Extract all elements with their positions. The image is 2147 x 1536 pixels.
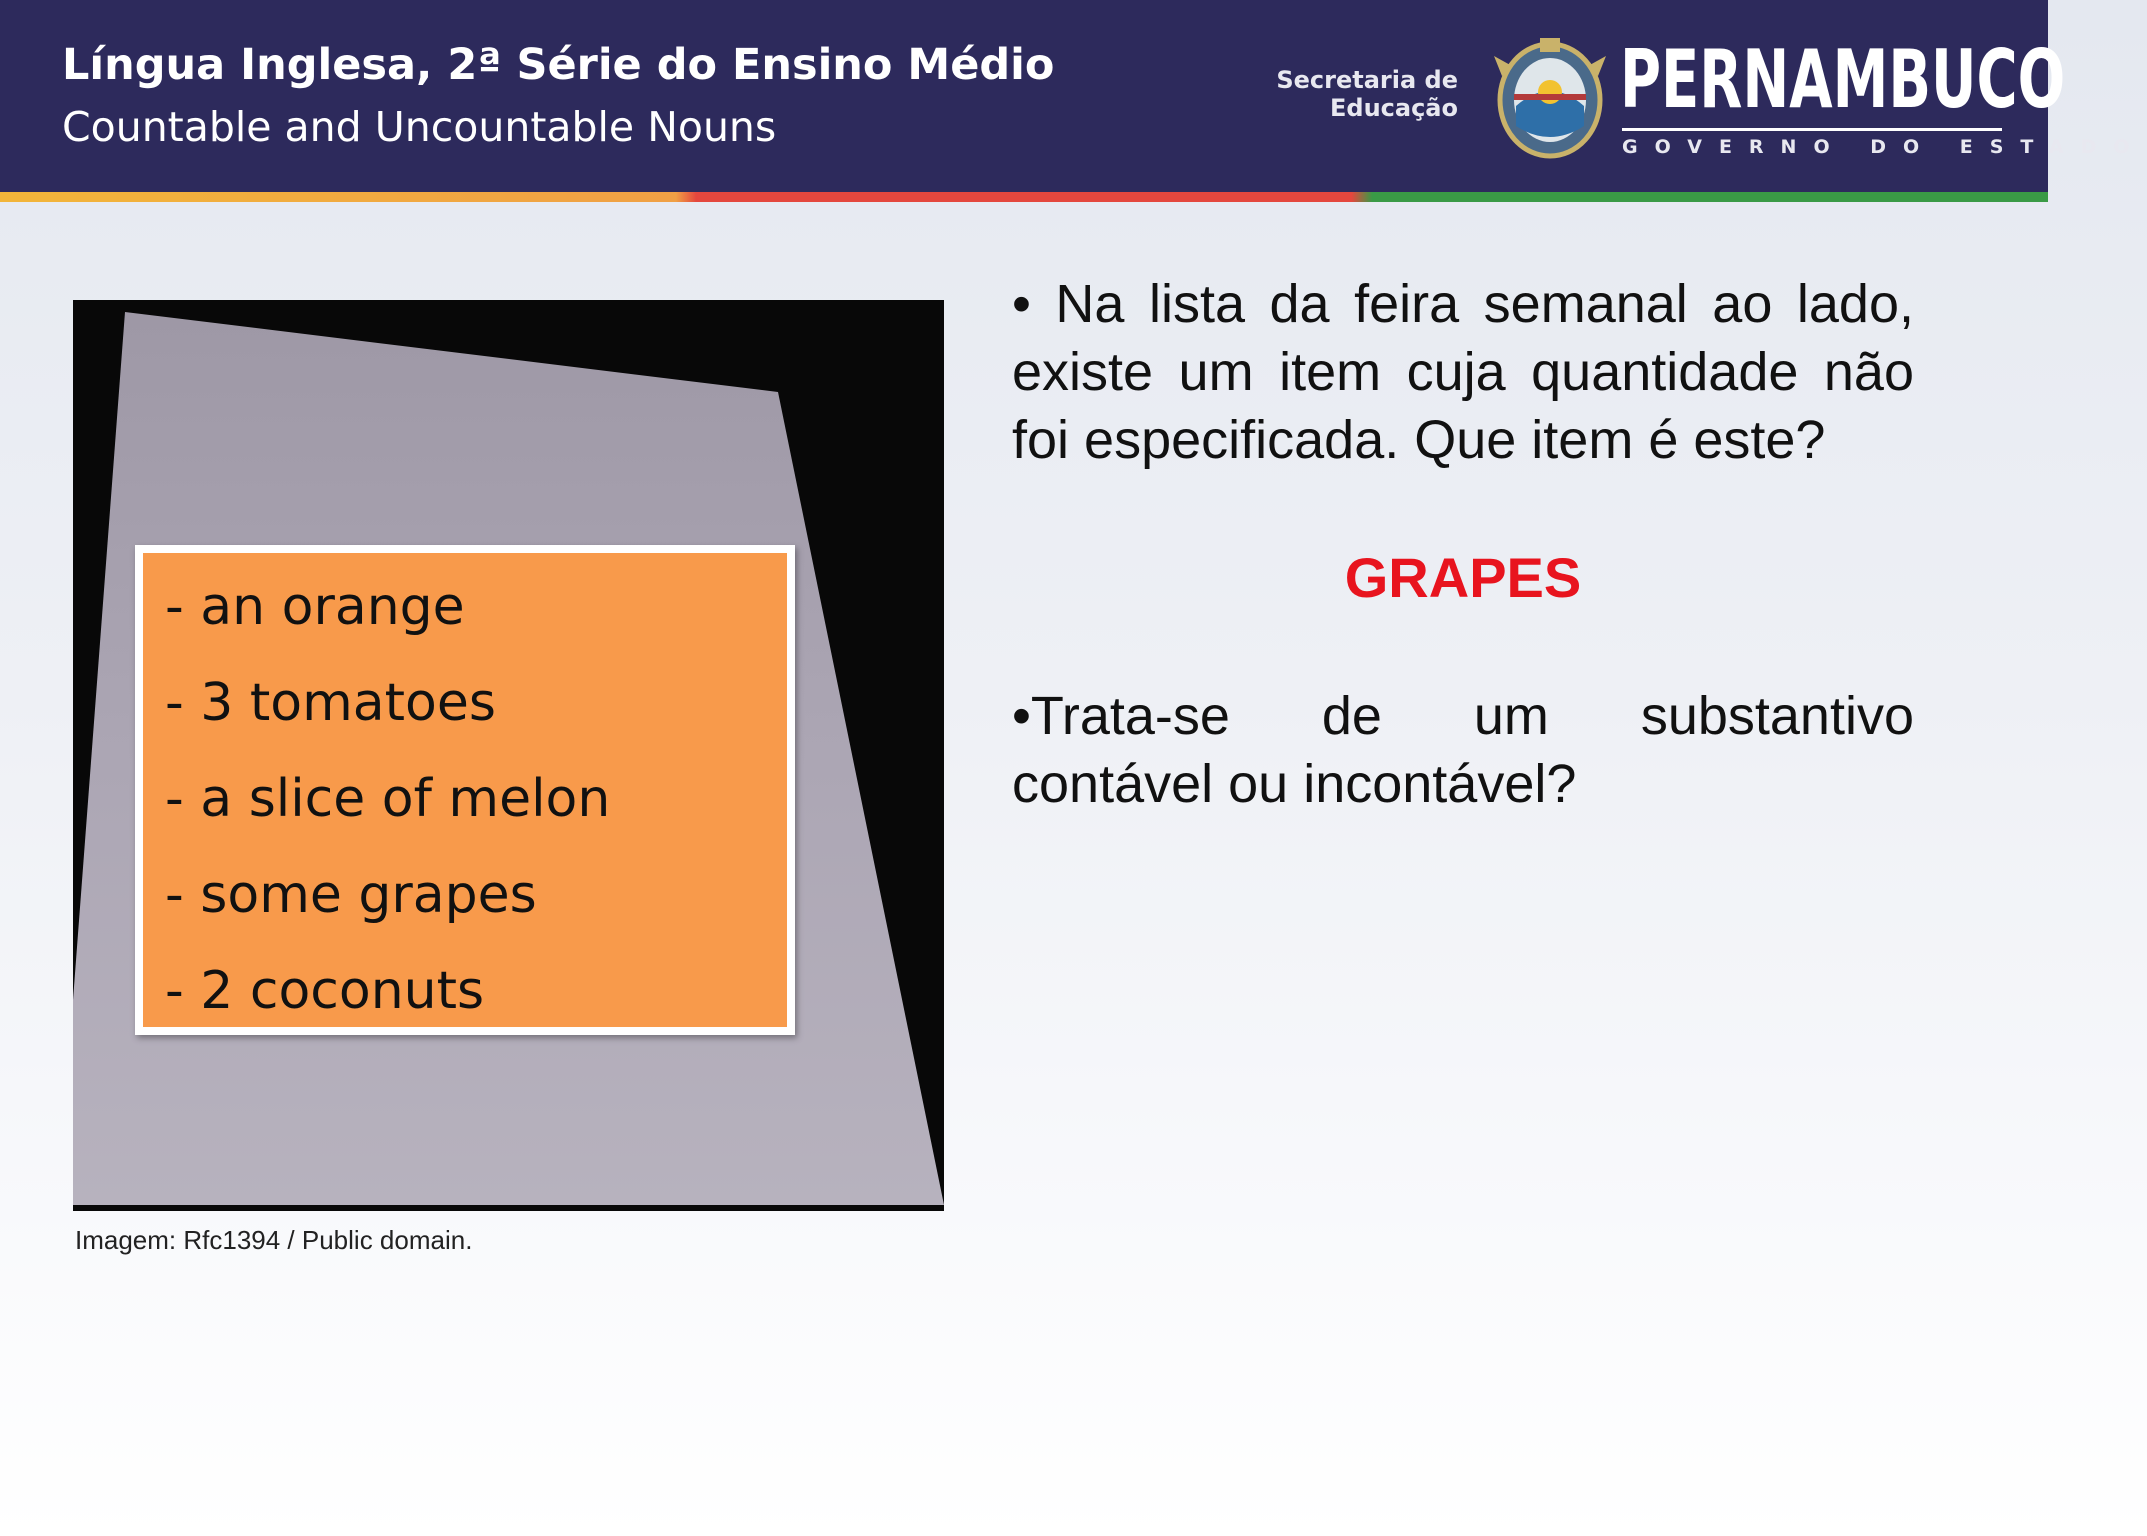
coat-of-arms-icon: [1492, 36, 1608, 162]
slide-content: [1012, 270, 1914, 818]
slide-header: [0, 0, 2147, 192]
header-color-stripe: [0, 192, 2048, 202]
list-item: - some grapes: [165, 865, 537, 925]
question-1: • Na lista da feira semanal ao lado, existe um item cuja quantidade não foi especificada. Que item é este?: [1012, 274, 1914, 470]
secretaria-line1: Secretaria de: [1276, 66, 1458, 94]
list-item: - an orange: [165, 577, 465, 637]
list-item: - 3 tomatoes: [165, 673, 496, 733]
brand-subtitle: GOVERNO DO ESTADO: [1622, 136, 2147, 158]
brand-name: PERNAMBUCO: [1620, 33, 2066, 126]
shopping-list-card: [135, 545, 795, 1035]
list-item: - a slice of melon: [165, 769, 611, 829]
list-item: - 2 coconuts: [165, 961, 485, 1021]
course-title: Língua Inglesa, 2ª Série do Ensino Médio: [62, 40, 1055, 90]
answer-text: GRAPES: [1344, 546, 1582, 609]
lesson-title: Countable and Uncountable Nouns: [62, 103, 777, 151]
question-2-line1: •Trata-se de um substantivo: [1012, 686, 1914, 746]
brand-divider: [1622, 128, 2002, 131]
question-2: [1012, 682, 1914, 818]
image-credit: Imagem: Rfc1394 / Public domain.: [75, 1225, 473, 1255]
secretaria-label: [1268, 66, 1458, 122]
secretaria-line2: Educação: [1330, 94, 1458, 122]
question-2-line2: contável ou incontável?: [1012, 754, 1577, 814]
